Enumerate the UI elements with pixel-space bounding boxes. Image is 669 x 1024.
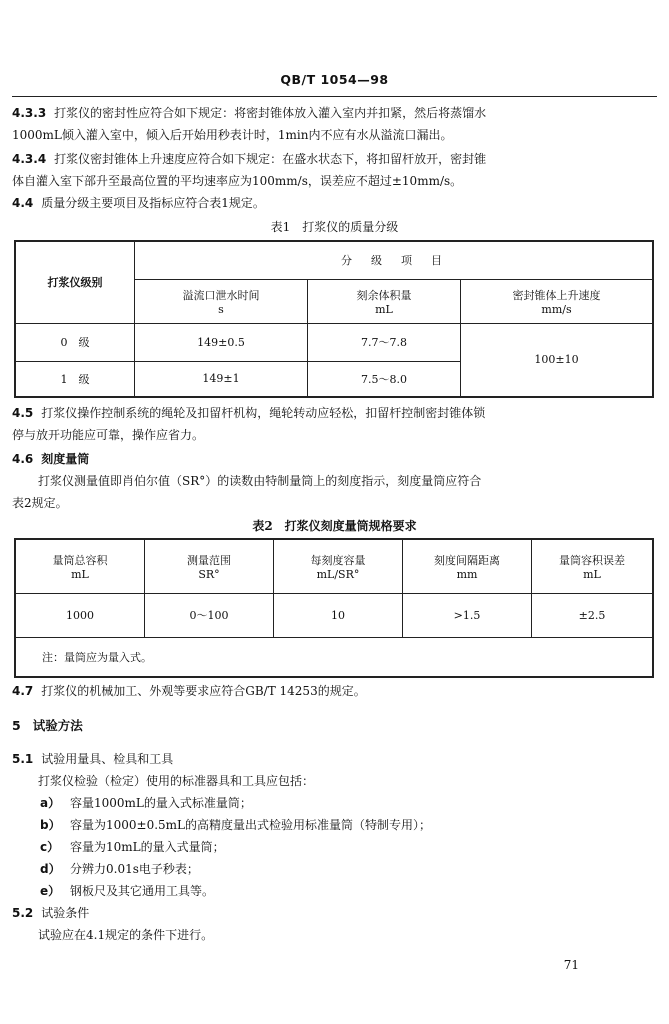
speed-cell: 100±10 [461,323,654,397]
equipment-list [40,792,650,902]
clause-title: 试验条件 [41,906,90,920]
volume-cell: 7.5～8.0 [308,361,461,397]
clause-number: 4.3.4 [12,152,47,166]
clause-text: 试验应在4.1规定的条件下进行。 [38,928,214,942]
clause-text: 打浆仪检验（检定）使用的标准器具和工具应包括： [38,774,315,788]
clause-4-6 [12,448,652,514]
list-item: e） 钢板尺及其它通用工具等。 [40,884,215,898]
table2-caption: 表2 打浆仪刻度量筒规格要求 [252,519,417,533]
clause-text-line2: 停与放开功能应可靠，操作应省力。 [12,428,205,442]
clause-text: 打浆仪的密封性应符合如下规定：将密封锥体放入灌入室内并扣紧，然后将蒸馏水 [54,106,487,120]
list-item: b） 容量为1000±0.5mL的高精度量出式检验用标准量筒（特制专用）； [40,818,432,832]
clause-number: 5.2 [12,906,34,920]
clause-title: 试验用量具、检具和工具 [41,752,174,766]
list-item: c） 容量为10mL的量入式量筒； [40,840,225,854]
clause-5-2 [12,902,652,946]
grade-header: 打浆仪级别 [15,241,135,323]
clause-text: 质量分级主要项目及指标应符合表1规定。 [41,196,265,210]
table1-caption: 表1 打浆仪的质量分级 [270,220,399,234]
clause-text: 打浆仪密封锥体上升速度应符合如下规定：在盛水状态下，将扣留杆放开，密封锥 [54,152,487,166]
spec-cell: 1000 [15,593,145,637]
time-cell: 149±0.5 [135,323,308,361]
grade-cell: 0 级 [15,323,135,361]
page-header: QB/T 1054—98 [280,72,389,87]
spec-cell: 0～100 [145,593,274,637]
clause-4-3-3 [12,102,652,146]
clause-number: 4.5 [12,406,34,420]
clause-number: 4.7 [12,684,34,698]
table-note: 注：量筒应为量入式。 [15,637,653,677]
time-cell: 149±1 [135,361,308,397]
clause-text-line2: 1000mL倾入灌入室中，倾入后开始用秒表计时，1min内不应有水从溢流口漏出。 [12,128,453,142]
list-item: a） 容量1000mL的量入式标准量筒； [40,796,252,810]
clause-number: 4.4 [12,196,34,210]
group-header: 分 级 项 目 [135,241,654,279]
clause-5-1 [12,748,652,792]
col-header-speed: 密封锥体上升速度 mm/s [461,279,654,323]
clause-number: 4.3.3 [12,106,47,120]
spec-header: 量筒容积误差 mL [532,539,654,593]
col-header-volume: 刻余体积量 mL [308,279,461,323]
clause-4-5 [12,402,652,446]
spec-cell: ±2.5 [532,593,654,637]
volume-cell: 7.7～7.8 [308,323,461,361]
grade-table [14,240,654,398]
list-item: d） 分辨力0.01s电子秒表； [40,862,199,876]
spec-header: 测量范围 SR° [145,539,274,593]
clause-title: 刻度量筒 [41,452,90,466]
clause-text: 打浆仪测量值即肖伯尔值（SR°）的读数由特制量筒上的刻度指示，刻度量筒应符合 [38,474,482,488]
clause-text-line2: 体自灌入室下部升至最高位置的平均速率应为100mm/s，误差应不超过±10mm/s。 [12,174,463,188]
clause-text: 打浆仪操作控制系统的绳轮及扣留杆机构，绳轮转动应轻松，扣留杆控制密封锥体锁 [41,406,486,420]
clause-4-7 [12,680,652,702]
clause-text-line2: 表2规定。 [12,496,68,510]
cylinder-spec-table [14,538,654,678]
spec-header: 刻度间隔距离 mm [403,539,532,593]
header-rule [12,96,657,97]
spec-header: 每刻度容量 mL/SR° [274,539,403,593]
clause-4-3-4 [12,148,652,192]
grade-cell: 1 级 [15,361,135,397]
col-header-time: 溢流口泄水时间 s [135,279,308,323]
clause-number: 4.6 [12,452,34,466]
page-number: 71 [563,958,579,972]
clause-number: 5.1 [12,752,34,766]
spec-cell: 10 [274,593,403,637]
clause-text: 打浆仪的机械加工、外观等要求应符合GB/T 14253的规定。 [41,684,366,698]
section-5-title: 5 试验方法 [12,718,83,733]
spec-cell: >1.5 [403,593,532,637]
clause-4-4 [12,192,652,214]
spec-header: 量筒总容积 mL [15,539,145,593]
